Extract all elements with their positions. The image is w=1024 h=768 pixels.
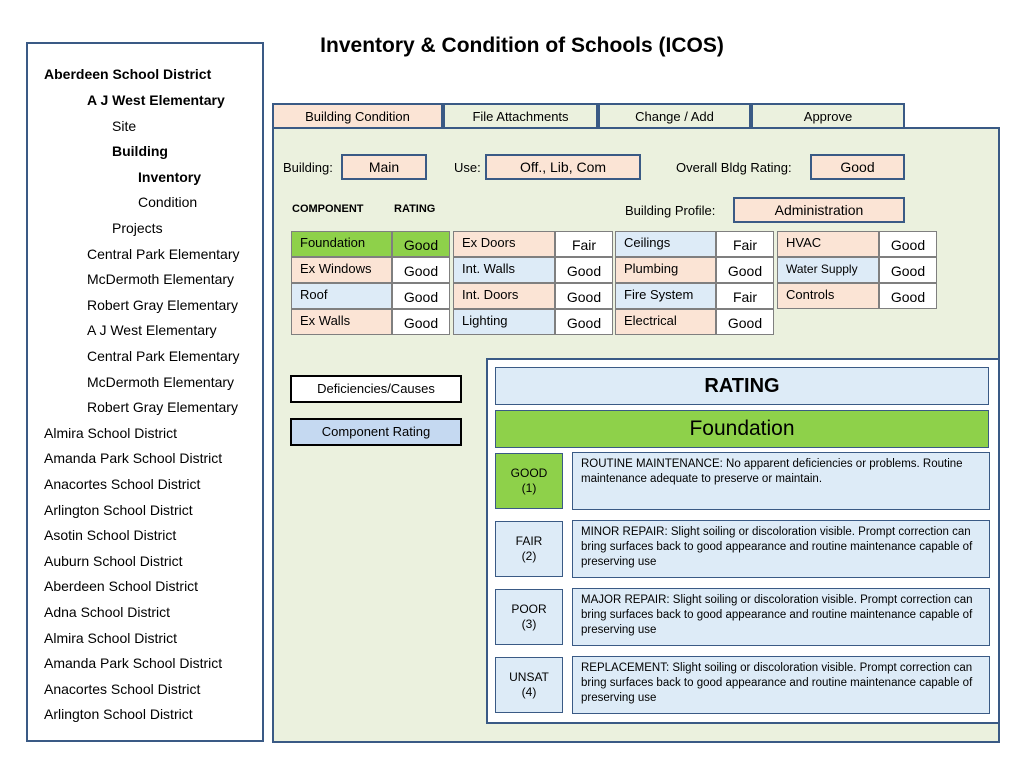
nav-district[interactable]: Amanda Park School District bbox=[44, 450, 223, 466]
use-field[interactable]: Off., Lib, Com bbox=[485, 154, 641, 180]
use-label: Use: bbox=[454, 160, 481, 175]
component-ex-windows[interactable]: Ex Windows bbox=[291, 257, 392, 283]
rating-level-name: POOR bbox=[511, 602, 547, 616]
rating-level-name: GOOD bbox=[510, 466, 548, 480]
rating-ceilings[interactable]: Fair bbox=[716, 231, 774, 257]
rating-level-number: (3) bbox=[521, 617, 537, 631]
building-profile-label: Building Profile: bbox=[625, 203, 716, 218]
nav-district[interactable]: Adna School District bbox=[44, 604, 171, 620]
nav-district[interactable]: Aberdeen School District bbox=[44, 578, 199, 594]
nav-district[interactable]: Arlington School District bbox=[44, 502, 193, 518]
nav-school[interactable]: Central Park Elementary bbox=[87, 246, 240, 262]
nav-district-aberdeen[interactable]: Aberdeen School District bbox=[44, 66, 212, 82]
rating-electrical[interactable]: Good bbox=[716, 309, 774, 335]
rating-roof[interactable]: Good bbox=[392, 283, 450, 309]
nav-school[interactable]: Robert Gray Elementary bbox=[87, 297, 238, 313]
rating-fire-system[interactable]: Fair bbox=[716, 283, 774, 309]
overall-rating-label: Overall Bldg Rating: bbox=[676, 160, 792, 175]
building-profile-field[interactable]: Administration bbox=[733, 197, 905, 223]
rating-plumbing[interactable]: Good bbox=[716, 257, 774, 283]
rating-controls[interactable]: Good bbox=[879, 283, 937, 309]
tab-approve[interactable]: Approve bbox=[751, 103, 905, 127]
rating-int-walls[interactable]: Good bbox=[555, 257, 613, 283]
rating-header: RATING bbox=[394, 203, 436, 215]
selected-component-name: Foundation bbox=[495, 410, 989, 448]
rating-level-number: (2) bbox=[521, 549, 537, 563]
building-label: Building: bbox=[283, 160, 333, 175]
rating-level-good[interactable] bbox=[495, 453, 563, 509]
nav-district[interactable]: Anacortes School District bbox=[44, 681, 201, 697]
rating-ex-windows[interactable]: Good bbox=[392, 257, 450, 283]
component-foundation[interactable]: Foundation bbox=[291, 231, 392, 257]
rating-desc-good: ROUTINE MAINTENANCE: No apparent deficiencies or problems. Routine maintenance adequate to preserve or maintain. bbox=[572, 452, 990, 510]
component-int-doors[interactable]: Int. Doors bbox=[453, 283, 555, 309]
nav-projects[interactable]: Projects bbox=[112, 220, 163, 236]
component-water-supply[interactable]: Water Supply bbox=[777, 257, 879, 283]
nav-inventory[interactable]: Inventory bbox=[138, 169, 202, 185]
nav-school[interactable]: Robert Gray Elementary bbox=[87, 399, 238, 415]
rating-ex-doors[interactable]: Fair bbox=[555, 231, 613, 257]
rating-lighting[interactable]: Good bbox=[555, 309, 613, 335]
component-ex-walls[interactable]: Ex Walls bbox=[291, 309, 392, 335]
page-title: Inventory & Condition of Schools (ICOS) bbox=[320, 34, 724, 57]
rating-level-name: UNSAT bbox=[509, 670, 549, 684]
rating-desc-poor: MAJOR REPAIR: Slight soiling or discoloration visible. Prompt correction can bring surfaces back to good appearance and routine maintenance capable of preserving use bbox=[572, 588, 990, 646]
deficiencies-causes-button[interactable]: Deficiencies/Causes bbox=[290, 375, 462, 403]
nav-building[interactable]: Building bbox=[112, 143, 168, 159]
nav-school[interactable]: McDermoth Elementary bbox=[87, 374, 235, 390]
tab-change-add[interactable]: Change / Add bbox=[598, 103, 751, 127]
nav-district[interactable]: Arlington School District bbox=[44, 706, 193, 722]
component-int-walls[interactable]: Int. Walls bbox=[453, 257, 555, 283]
rating-level-fair[interactable] bbox=[495, 521, 563, 577]
nav-condition[interactable]: Condition bbox=[138, 194, 198, 210]
rating-water-supply[interactable]: Good bbox=[879, 257, 937, 283]
nav-district[interactable]: Almira School District bbox=[44, 425, 178, 441]
nav-school-aj-west[interactable]: A J West Elementary bbox=[87, 92, 225, 108]
nav-school[interactable]: Central Park Elementary bbox=[87, 348, 240, 364]
nav-school[interactable]: A J West Elementary bbox=[87, 322, 217, 338]
nav-school[interactable]: McDermoth Elementary bbox=[87, 271, 235, 287]
rating-hvac[interactable]: Good bbox=[879, 231, 937, 257]
rating-ex-walls[interactable]: Good bbox=[392, 309, 450, 335]
component-ceilings[interactable]: Ceilings bbox=[615, 231, 716, 257]
nav-district[interactable]: Asotin School District bbox=[44, 527, 177, 543]
component-hvac[interactable]: HVAC bbox=[777, 231, 879, 257]
rating-desc-unsat: REPLACEMENT: Slight soiling or discoloration visible. Prompt correction can bring surfaces back to good appearance and routine maintenance capable of preserving use bbox=[572, 656, 990, 714]
nav-district[interactable]: Auburn School District bbox=[44, 553, 183, 569]
rating-level-unsat[interactable] bbox=[495, 657, 563, 713]
component-roof[interactable]: Roof bbox=[291, 283, 392, 309]
rating-foundation[interactable]: Good bbox=[392, 231, 450, 257]
building-field[interactable]: Main bbox=[341, 154, 427, 180]
component-electrical[interactable]: Electrical bbox=[615, 309, 716, 335]
rating-int-doors[interactable]: Good bbox=[555, 283, 613, 309]
component-plumbing[interactable]: Plumbing bbox=[615, 257, 716, 283]
component-rating-button[interactable]: Component Rating bbox=[290, 418, 462, 446]
rating-level-poor[interactable] bbox=[495, 589, 563, 645]
nav-district[interactable]: Anacortes School District bbox=[44, 476, 201, 492]
rating-heading: RATING bbox=[495, 367, 989, 405]
component-lighting[interactable]: Lighting bbox=[453, 309, 555, 335]
rating-desc-fair: MINOR REPAIR: Slight soiling or discoloration visible. Prompt correction can bring surfaces back to good appearance and routine maintenance capable of preserving use bbox=[572, 520, 990, 578]
nav-district[interactable]: Almira School District bbox=[44, 630, 178, 646]
nav-district[interactable]: Amanda Park School District bbox=[44, 655, 223, 671]
rating-level-name: FAIR bbox=[515, 534, 543, 548]
rating-level-number: (1) bbox=[521, 481, 537, 495]
rating-level-number: (4) bbox=[521, 685, 537, 699]
tab-file-attachments[interactable]: File Attachments bbox=[443, 103, 598, 127]
component-controls[interactable]: Controls bbox=[777, 283, 879, 309]
nav-site[interactable]: Site bbox=[112, 118, 137, 134]
overall-rating-field[interactable]: Good bbox=[810, 154, 905, 180]
component-fire-system[interactable]: Fire System bbox=[615, 283, 716, 309]
component-ex-doors[interactable]: Ex Doors bbox=[453, 231, 555, 257]
tab-building-condition[interactable]: Building Condition bbox=[272, 103, 443, 127]
component-header: COMPONENT bbox=[292, 203, 364, 215]
